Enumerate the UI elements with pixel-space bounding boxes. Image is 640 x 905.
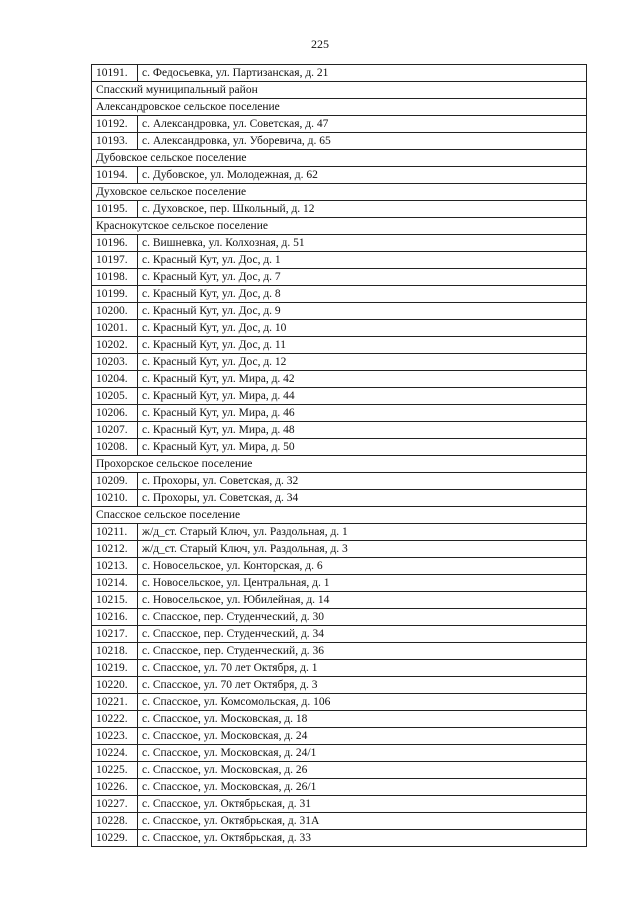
section-header-row: [92, 456, 587, 473]
address-registry-table: [91, 64, 587, 847]
entry-address: ж/д_ст. Старый Ключ, ул. Раздольная, д. 3: [138, 541, 587, 558]
entry-number: 10218.: [92, 643, 138, 660]
entry-number: 10220.: [92, 677, 138, 694]
table-row: [92, 65, 587, 82]
table-row: [92, 592, 587, 609]
table-row: [92, 626, 587, 643]
table-row: [92, 558, 587, 575]
entry-number: 10206.: [92, 405, 138, 422]
entry-number: 10227.: [92, 796, 138, 813]
section-header-row: [92, 82, 587, 99]
entry-number: 10213.: [92, 558, 138, 575]
entry-number: 10205.: [92, 388, 138, 405]
section-header-row: [92, 184, 587, 201]
table-row: [92, 728, 587, 745]
table-row: [92, 320, 587, 337]
entry-address: с. Александровка, ул. Уборевича, д. 65: [138, 133, 587, 150]
table-row: [92, 575, 587, 592]
table-row: [92, 660, 587, 677]
table-row: [92, 337, 587, 354]
entry-address: с. Красный Кут, ул. Дос, д. 9: [138, 303, 587, 320]
entry-number: 10200.: [92, 303, 138, 320]
entry-address: с. Спасское, ул. Комсомольская, д. 106: [138, 694, 587, 711]
entry-number: 10223.: [92, 728, 138, 745]
entry-address: с. Красный Кут, ул. Дос, д. 11: [138, 337, 587, 354]
entry-number: 10228.: [92, 813, 138, 830]
entry-number: 10225.: [92, 762, 138, 779]
section-title: Спасский муниципальный район: [92, 82, 587, 99]
table-row: [92, 762, 587, 779]
entry-number: 10217.: [92, 626, 138, 643]
entry-address: с. Федосьевка, ул. Партизанская, д. 21: [138, 65, 587, 82]
entry-address: с. Спасское, ул. Московская, д. 26: [138, 762, 587, 779]
entry-number: 10201.: [92, 320, 138, 337]
entry-number: 10197.: [92, 252, 138, 269]
table-row: [92, 235, 587, 252]
entry-address: с. Спасское, ул. Московская, д. 24: [138, 728, 587, 745]
entry-address: с. Спасское, ул. Октябрьская, д. 31А: [138, 813, 587, 830]
entry-number: 10192.: [92, 116, 138, 133]
entry-address: с. Спасское, ул. Московская, д. 26/1: [138, 779, 587, 796]
entry-address: с. Красный Кут, ул. Дос, д. 1: [138, 252, 587, 269]
table-row: [92, 813, 587, 830]
entry-address: с. Новосельское, ул. Юбилейная, д. 14: [138, 592, 587, 609]
entry-number: 10198.: [92, 269, 138, 286]
section-title: Спасское сельское поселение: [92, 507, 587, 524]
entry-number: 10224.: [92, 745, 138, 762]
table-row: [92, 524, 587, 541]
entry-number: 10216.: [92, 609, 138, 626]
entry-address: с. Прохоры, ул. Советская, д. 34: [138, 490, 587, 507]
entry-number: 10215.: [92, 592, 138, 609]
entry-address: с. Спасское, пер. Студенческий, д. 30: [138, 609, 587, 626]
table-row: [92, 371, 587, 388]
entry-number: 10229.: [92, 830, 138, 847]
entry-number: 10204.: [92, 371, 138, 388]
entry-number: 10219.: [92, 660, 138, 677]
entry-address: с. Вишневка, ул. Колхозная, д. 51: [138, 235, 587, 252]
entry-address: с. Спасское, ул. 70 лет Октября, д. 3: [138, 677, 587, 694]
entry-number: 10211.: [92, 524, 138, 541]
registry-body: [92, 65, 587, 847]
entry-address: с. Красный Кут, ул. Дос, д. 10: [138, 320, 587, 337]
table-row: [92, 286, 587, 303]
table-row: [92, 405, 587, 422]
table-row: [92, 473, 587, 490]
entry-address: с. Красный Кут, ул. Дос, д. 7: [138, 269, 587, 286]
table-row: [92, 779, 587, 796]
entry-address: с. Новосельское, ул. Конторская, д. 6: [138, 558, 587, 575]
table-row: [92, 303, 587, 320]
table-row: [92, 201, 587, 218]
entry-address: с. Спасское, пер. Студенческий, д. 34: [138, 626, 587, 643]
entry-number: 10196.: [92, 235, 138, 252]
table-row: [92, 796, 587, 813]
entry-address: с. Красный Кут, ул. Дос, д. 8: [138, 286, 587, 303]
entry-number: 10207.: [92, 422, 138, 439]
table-row: [92, 269, 587, 286]
entry-address: с. Красный Кут, ул. Мира, д. 46: [138, 405, 587, 422]
table-row: [92, 745, 587, 762]
entry-address: с. Красный Кут, ул. Мира, д. 48: [138, 422, 587, 439]
entry-address: с. Красный Кут, ул. Мира, д. 44: [138, 388, 587, 405]
entry-address: с. Новосельское, ул. Центральная, д. 1: [138, 575, 587, 592]
entry-number: 10221.: [92, 694, 138, 711]
entry-number: 10191.: [92, 65, 138, 82]
table-row: [92, 490, 587, 507]
entry-number: 10212.: [92, 541, 138, 558]
entry-number: 10202.: [92, 337, 138, 354]
entry-number: 10226.: [92, 779, 138, 796]
entry-address: с. Прохоры, ул. Советская, д. 32: [138, 473, 587, 490]
section-header-row: [92, 218, 587, 235]
entry-address: с. Спасское, ул. Московская, д. 24/1: [138, 745, 587, 762]
entry-number: 10210.: [92, 490, 138, 507]
table-row: [92, 133, 587, 150]
table-row: [92, 677, 587, 694]
table-row: [92, 541, 587, 558]
table-row: [92, 354, 587, 371]
entry-number: 10203.: [92, 354, 138, 371]
table-row: [92, 439, 587, 456]
entry-address: с. Красный Кут, ул. Мира, д. 42: [138, 371, 587, 388]
entry-address: с. Александровка, ул. Советская, д. 47: [138, 116, 587, 133]
entry-address: с. Спасское, ул. Октябрьская, д. 33: [138, 830, 587, 847]
entry-address: с. Духовское, пер. Школьный, д. 12: [138, 201, 587, 218]
table-row: [92, 643, 587, 660]
entry-number: 10199.: [92, 286, 138, 303]
section-title: Прохорское сельское поселение: [92, 456, 587, 473]
page-number: 225: [311, 37, 329, 51]
entry-address: ж/д_ст. Старый Ключ, ул. Раздольная, д. 1: [138, 524, 587, 541]
entry-address: с. Красный Кут, ул. Дос, д. 12: [138, 354, 587, 371]
entry-number: 10209.: [92, 473, 138, 490]
entry-address: с. Спасское, ул. Московская, д. 18: [138, 711, 587, 728]
section-title: Дубовское сельское поселение: [92, 150, 587, 167]
entry-address: с. Дубовское, ул. Молодежная, д. 62: [138, 167, 587, 184]
table-row: [92, 167, 587, 184]
entry-number: 10222.: [92, 711, 138, 728]
entry-number: 10208.: [92, 439, 138, 456]
entry-number: 10195.: [92, 201, 138, 218]
entry-address: с. Спасское, ул. 70 лет Октября, д. 1: [138, 660, 587, 677]
table-row: [92, 694, 587, 711]
entry-address: с. Красный Кут, ул. Мира, д. 50: [138, 439, 587, 456]
table-row: [92, 116, 587, 133]
section-title: Духовское сельское поселение: [92, 184, 587, 201]
entry-address: с. Спасское, ул. Октябрьская, д. 31: [138, 796, 587, 813]
section-header-row: [92, 99, 587, 116]
table-row: [92, 830, 587, 847]
table-row: [92, 388, 587, 405]
table-row: [92, 422, 587, 439]
entry-number: 10194.: [92, 167, 138, 184]
table-row: [92, 609, 587, 626]
entry-address: с. Спасское, пер. Студенческий, д. 36: [138, 643, 587, 660]
section-header-row: [92, 150, 587, 167]
table-row: [92, 711, 587, 728]
section-title: Александровское сельское поселение: [92, 99, 587, 116]
entry-number: 10193.: [92, 133, 138, 150]
section-header-row: [92, 507, 587, 524]
entry-number: 10214.: [92, 575, 138, 592]
table-row: [92, 252, 587, 269]
section-title: Краснокутское сельское поселение: [92, 218, 587, 235]
